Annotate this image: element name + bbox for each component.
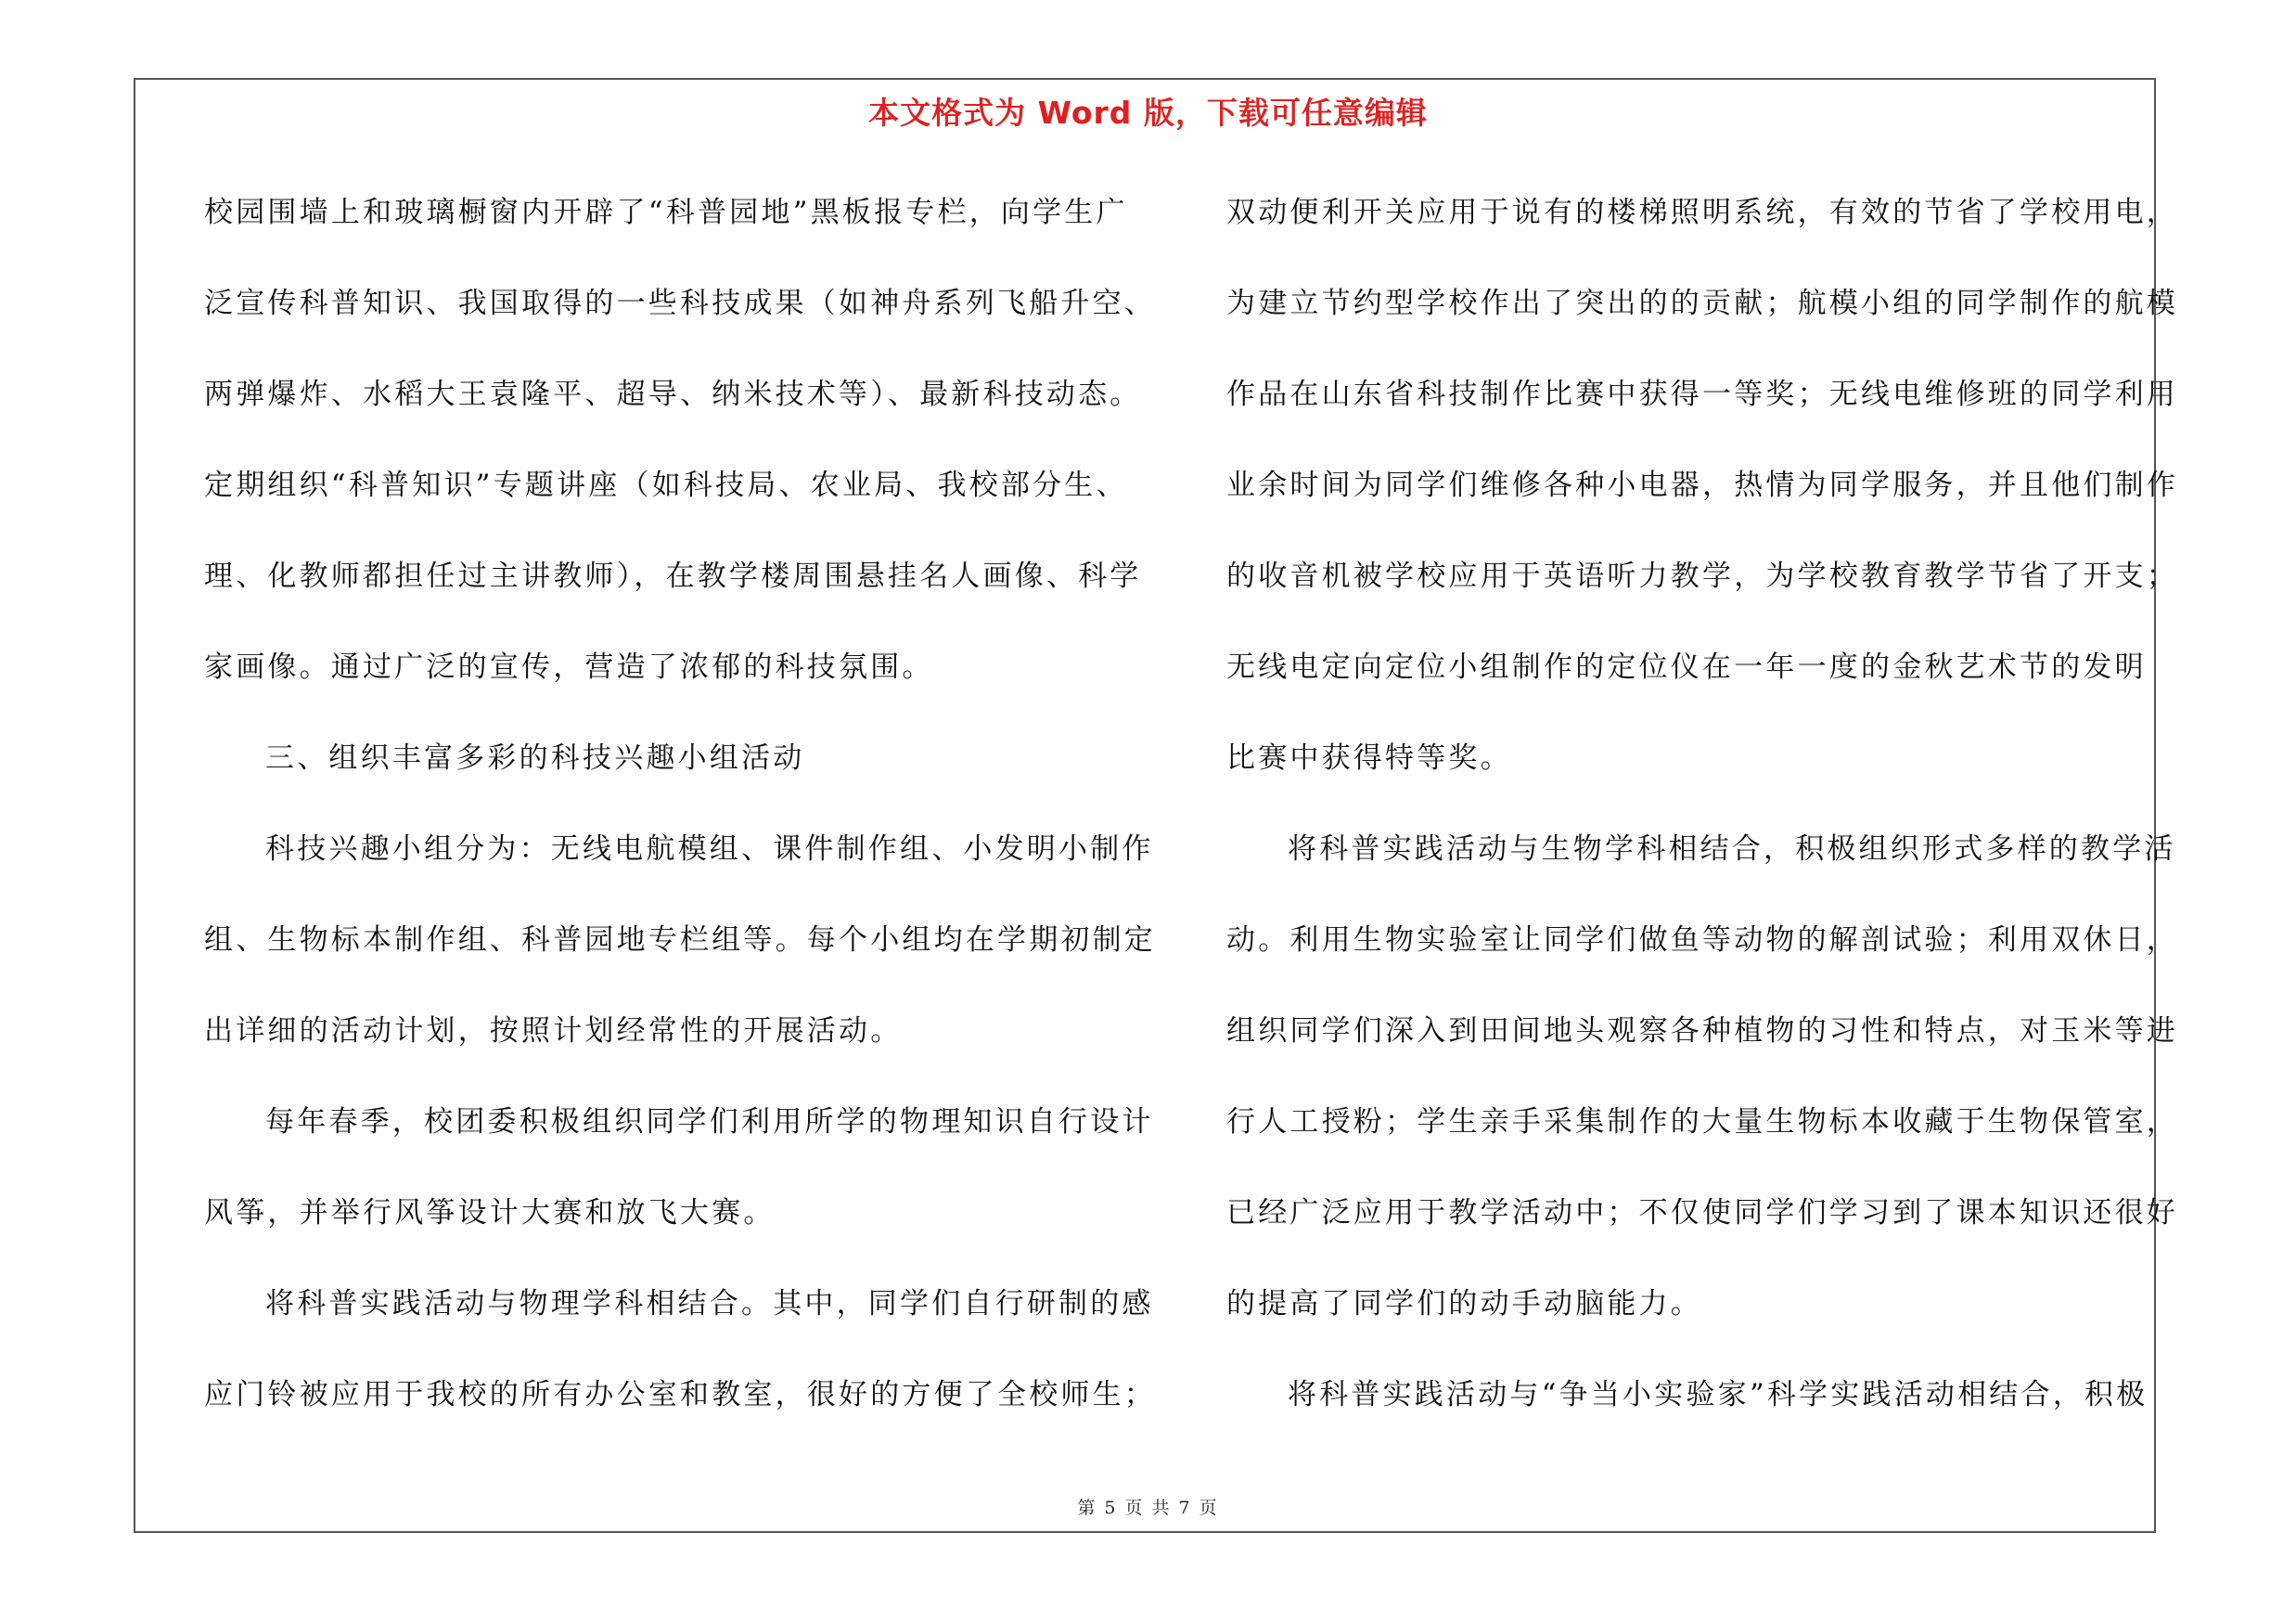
text-line: 行人工授粉；学生亲手采集制作的大量生物标本收藏于生物保管室， [1226,1105,2178,1139]
text-line: 每年春季，校团委积极组织同学们利用所学的物理知识自行设计 [265,1105,1154,1139]
text-line: 定期组织“科普知识”专题讲座（如科技局、农业局、我校部分生、 [204,469,1128,502]
text-line: 校园围墙上和玻璃橱窗内开辟了“科普园地”黑板报专栏，向学生广 [204,196,1128,229]
text-line: 为建立节约型学校作出了突出的的贡献；航模小组的同学制作的航模 [1226,287,2178,320]
text-line: 动。利用生物实验室让同学们做鱼等动物的解剖试验；利用双休日， [1226,923,2178,957]
page-number: 第 5 页 共 7 页 [1077,1498,1219,1518]
left-column [204,167,1156,1440]
text-line: 将科普实践活动与“争当小实验家”科学实践活动相结合，积极 [1288,1378,2148,1411]
text-line: 应门铃被应用于我校的所有办公室和教室，很好的方便了全校师生； [204,1378,1156,1411]
text-line: 双动便利开关应用于说有的楼梯照明系统，有效的节省了学校用电， [1226,196,2178,229]
section-heading: 三、组织丰富多彩的科技兴趣小组活动 [265,741,805,775]
text-line: 泛宣传科普知识、我国取得的一些科技成果（如神舟系列飞船升空、 [204,287,1156,320]
text-line: 科技兴趣小组分为：无线电航模组、课件制作组、小发明小制作 [265,832,1154,866]
text-line: 将科普实践活动与物理学科相结合。其中，同学们自行研制的感 [265,1287,1154,1320]
document-header: 本文格式为 Word 版，下载可任意编辑 [868,95,1428,131]
text-line: 作品在山东省科技制作比赛中获得一等奖；无线电维修班的同学利用 [1226,378,2178,411]
text-line: 比赛中获得特等奖。 [1226,741,1512,775]
text-line: 已经广泛应用于教学活动中；不仅使同学们学习到了课本知识还很好 [1226,1196,2178,1230]
text-line: 的收音机被学校应用于英语听力教学，为学校教育教学节省了开支； [1226,560,2178,593]
right-column [1226,167,2178,1440]
text-line: 理、化教师都担任过主讲教师），在教学楼周围悬挂名人画像、科学 [204,560,1142,593]
text-line: 的提高了同学们的动手动脑能力。 [1226,1287,1702,1320]
text-line: 业余时间为同学们维修各种小电器，热情为同学服务，并且他们制作 [1226,469,2178,502]
text-line: 出详细的活动计划，按照计划经常性的开展活动。 [204,1014,903,1048]
text-line: 组、生物标本制作组、科普园地专栏组等。每个小组均在学期初制定 [204,923,1156,957]
text-line: 家画像。通过广泛的宣传，营造了浓郁的科技氛围。 [204,650,934,684]
text-line: 风筝，并举行风筝设计大赛和放飞大赛。 [204,1196,776,1230]
text-line: 无线电定向定位小组制作的定位仪在一年一度的金秋艺术节的发明 [1226,650,2147,684]
text-line: 两弹爆炸、水稻大王袁隆平、超导、纳米技术等）、最新科技动态。 [204,378,1142,411]
text-line: 将科普实践活动与生物学科相结合，积极组织形式多样的教学活 [1288,832,2176,866]
text-line: 组织同学们深入到田间地头观察各种植物的习性和特点，对玉米等进 [1226,1014,2178,1048]
